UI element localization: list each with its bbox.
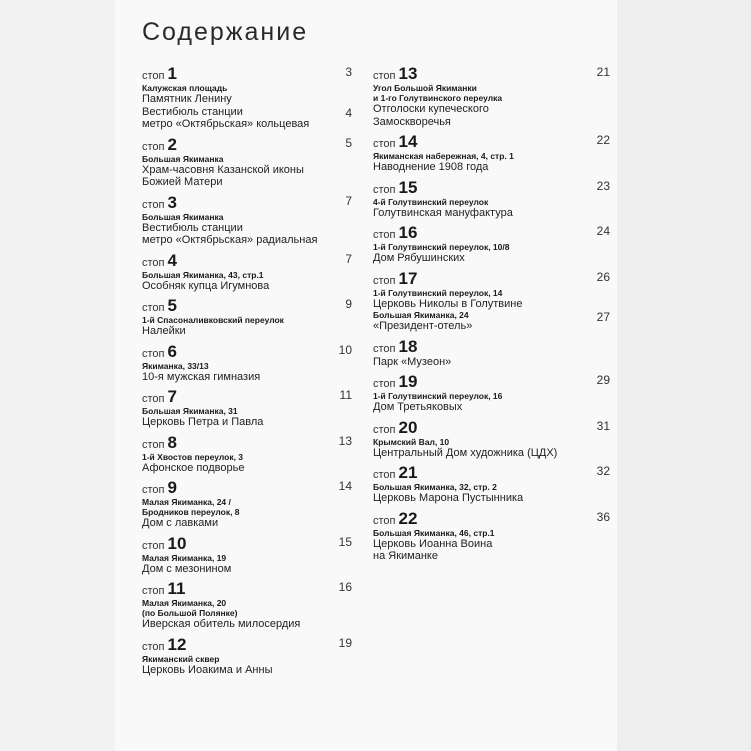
stop-number: 22 (398, 508, 418, 528)
description-line: Особняк купца Игумнова (142, 279, 270, 292)
address-line: 1-й Голутвинский переулок, 10/8 (373, 242, 510, 252)
toc-entry-stop-19 (373, 373, 610, 414)
stop-label: стоп (373, 229, 396, 241)
stop-number: 1 (167, 64, 177, 83)
page-number: 15 (338, 534, 352, 549)
stop-number: 14 (398, 132, 418, 151)
address-line: Малая Якиманка, 20 (142, 598, 227, 608)
page-number: 19 (338, 635, 352, 650)
stop-number: 5 (167, 296, 177, 315)
stop-heading (142, 434, 352, 452)
stop-heading (142, 297, 352, 315)
address-line: 4-й Голутвинский переулок (373, 196, 489, 207)
toc-entry-stop-2 (142, 136, 352, 189)
address-line: Большая Якиманка, 43, стр.1 (142, 269, 264, 280)
page-number: 22 (596, 133, 610, 147)
stop-label: стоп (373, 423, 396, 436)
toc-entry-stop-13 (373, 65, 610, 128)
stop-heading (142, 65, 352, 83)
page-number: 13 (338, 433, 352, 448)
address-line: 1-й Голутвинский переулок, 16 (373, 391, 503, 401)
stop-heading (142, 636, 352, 654)
address-line: 1-й Спасоналивковский переулок (142, 315, 284, 325)
page-number: 21 (596, 65, 610, 79)
stop-number: 15 (398, 177, 418, 197)
page-number: 7 (345, 251, 352, 266)
stop-label: стоп (373, 514, 396, 527)
stop-label: стоп (142, 347, 165, 360)
address-line: Бродников переулок, 8 (142, 507, 240, 517)
toc-entry-stop-17 (373, 270, 610, 333)
toc-entry-stop-15 (373, 179, 610, 220)
page-number: 4 (345, 105, 352, 120)
description-line: 10-я мужская гимназия (142, 370, 261, 383)
address-line: Крымский Вал, 10 (373, 436, 450, 447)
stop-label: стоп (142, 256, 165, 269)
stop-number: 9 (167, 478, 177, 497)
address-line: и 1-го Голутвинского переулка (373, 93, 503, 103)
page-number: 11 (339, 388, 352, 402)
address-line: Большая Якиманка (142, 153, 224, 164)
stop-number: 4 (167, 250, 177, 270)
description-line: Центральный Дом художника (ЦДХ) (373, 446, 558, 459)
stop-label: стоп (373, 469, 396, 481)
page-number: 29 (596, 373, 610, 387)
description-line: Церковь Марона Пустынника (373, 492, 524, 504)
address-line: Большая Якиманка, 46, стр.1 (373, 527, 495, 538)
toc-entry-stop-3 (142, 194, 352, 247)
toc-entry-stop-11 (142, 580, 352, 631)
address-line: Большая Якиманка, 24 (373, 310, 469, 320)
description-line: Дом с лавками (142, 517, 219, 529)
stop-heading (142, 194, 352, 212)
description-line: Церковь Петра и Павла (142, 416, 264, 428)
stop-number: 6 (167, 341, 177, 361)
stop-number: 11 (167, 579, 186, 598)
description-line: Иверская обитель милосердия (142, 618, 301, 630)
address-line: Малая Якиманка, 24 / (142, 497, 231, 507)
description-line: метро «Октябрьская» кольцевая (142, 118, 310, 130)
toc-entry-stop-16 (373, 224, 610, 265)
description-line: Дом Рябушинских (373, 252, 465, 264)
page-title: Содержание (142, 18, 309, 46)
stop-heading (373, 373, 610, 391)
sub-entry (142, 106, 352, 131)
stop-heading (142, 343, 352, 361)
stop-heading (373, 270, 610, 288)
page-number: 32 (596, 464, 610, 478)
page-number: 9 (345, 297, 352, 311)
toc-entry-stop-6 (142, 343, 352, 384)
description-line: Наводнение 1908 года (373, 161, 489, 173)
toc-entry-stop-4 (142, 252, 352, 293)
stop-label: стоп (373, 378, 396, 390)
stop-heading (142, 388, 352, 406)
stop-heading (142, 535, 352, 553)
stop-label: стоп (142, 484, 165, 496)
stop-number: 17 (398, 268, 418, 288)
description-line: Налейки (142, 325, 186, 337)
stop-number: 12 (167, 634, 187, 654)
description-line: Церковь Иоакима и Анны (142, 663, 273, 676)
page-number: 23 (596, 178, 610, 193)
stop-number: 13 (398, 64, 418, 83)
stop-label: стоп (373, 70, 396, 82)
stop-heading (373, 65, 610, 83)
stop-label: стоп (142, 302, 165, 314)
description-line: Отголоски купеческого (373, 103, 489, 115)
stop-heading (142, 580, 352, 598)
address-line: 1-й Хвостов переулок, 3 (142, 451, 244, 462)
stop-label: стоп (142, 438, 165, 451)
page-number: 16 (338, 580, 352, 594)
description-line: на Якиманке (373, 550, 438, 562)
description-line: метро «Октябрьская» радиальная (142, 234, 318, 246)
toc-entry-stop-21 (373, 464, 610, 505)
description-line: Церковь Иоанна Воина (373, 537, 493, 550)
page-number: 27 (596, 310, 610, 324)
stop-label: стоп (142, 70, 165, 82)
address-line: Угол Большой Якиманки (373, 83, 477, 93)
address-line: Большая Якиманка, 31 (142, 406, 238, 416)
stop-heading (373, 133, 610, 151)
address-line: Якиманская набережная, 4, стр. 1 (373, 151, 514, 161)
stop-number: 16 (398, 223, 418, 242)
stop-heading (142, 479, 352, 497)
stop-label: стоп (373, 138, 396, 150)
page-number: 36 (596, 509, 610, 524)
description-line: Дом Третьяковых (373, 401, 463, 413)
page-number: 31 (596, 418, 610, 433)
stop-label: стоп (142, 140, 165, 153)
description-line: Вестибюль станции (142, 105, 243, 118)
toc-entry-stop-9 (142, 479, 352, 530)
address-line: Большая Якиманка (142, 211, 224, 222)
toc-entry-stop-18 (373, 338, 610, 369)
toc-entry-stop-10 (142, 535, 352, 576)
stop-heading (373, 224, 610, 242)
page-number: 14 (338, 479, 352, 493)
stop-label: стоп (142, 539, 165, 552)
address-line: 1-й Голутвинский переулок, 14 (373, 287, 503, 298)
stop-number: 18 (398, 336, 418, 356)
left-page-edge (0, 0, 115, 751)
description-line: Афонское подворье (142, 461, 245, 474)
sub-entry (373, 310, 610, 333)
page-number: 26 (596, 269, 610, 284)
stop-number: 20 (398, 417, 418, 437)
address-line: Большая Якиманка, 32, стр. 2 (373, 482, 497, 492)
address-line: Якиманский сквер (142, 653, 220, 664)
stop-label: стоп (142, 393, 165, 405)
page-number: 7 (345, 193, 352, 208)
stop-heading (373, 419, 610, 437)
stop-label: стоп (142, 198, 165, 211)
toc-entry-stop-7 (142, 388, 352, 429)
toc-entry-stop-5 (142, 297, 352, 338)
description-line: Замоскворечья (373, 115, 451, 128)
toc-right-column (373, 65, 610, 568)
address-line: Малая Якиманка, 19 (142, 552, 227, 563)
right-page-edge (617, 0, 751, 751)
description-line: Парк «Музеон» (373, 355, 452, 368)
stop-label: стоп (373, 183, 396, 196)
stop-heading (373, 510, 610, 528)
stop-heading (373, 464, 610, 482)
address-line: (по Большой Полянке) (142, 608, 238, 618)
stop-heading (142, 252, 352, 270)
stop-heading (142, 136, 352, 154)
stop-number: 8 (167, 432, 177, 452)
stop-heading (373, 179, 610, 197)
description-line: «Президент-отель» (373, 320, 473, 332)
page-number: 10 (338, 342, 352, 357)
stop-number: 7 (167, 387, 177, 406)
stop-number: 21 (398, 463, 418, 482)
address-line: Якиманка, 33/13 (142, 360, 209, 371)
toc-entry-stop-12 (142, 636, 352, 677)
stop-heading (373, 338, 610, 356)
page-number: 5 (345, 135, 352, 150)
stop-number: 3 (167, 192, 177, 212)
toc-entry-stop-22 (373, 510, 610, 563)
toc-left-column (142, 65, 352, 681)
description-line: Божией Матери (142, 176, 223, 188)
address-line: Калужская площадь (142, 83, 228, 93)
page-number: 3 (345, 65, 352, 79)
stop-label: стоп (373, 274, 396, 287)
stop-label: стоп (142, 640, 165, 653)
description-line: Голутвинская мануфактура (373, 206, 513, 219)
description-line: Церковь Николы в Голутвине (373, 297, 523, 310)
toc-entry-stop-20 (373, 419, 610, 460)
page-number: 24 (596, 224, 610, 238)
stop-number: 2 (167, 134, 177, 154)
toc-entry-stop-8 (142, 434, 352, 475)
description-line: Дом с мезонином (142, 562, 232, 575)
toc-entry-stop-14 (373, 133, 610, 174)
stop-number: 19 (398, 372, 418, 391)
stop-label: стоп (142, 585, 165, 597)
toc-entry-stop-1 (142, 65, 352, 131)
description-line: Памятник Ленину (142, 93, 232, 105)
description-line: Вестибюль станции (142, 221, 243, 234)
description-line: Храм-часовня Казанской иконы (142, 163, 304, 176)
stop-number: 10 (167, 533, 187, 553)
stop-label: стоп (373, 342, 396, 355)
